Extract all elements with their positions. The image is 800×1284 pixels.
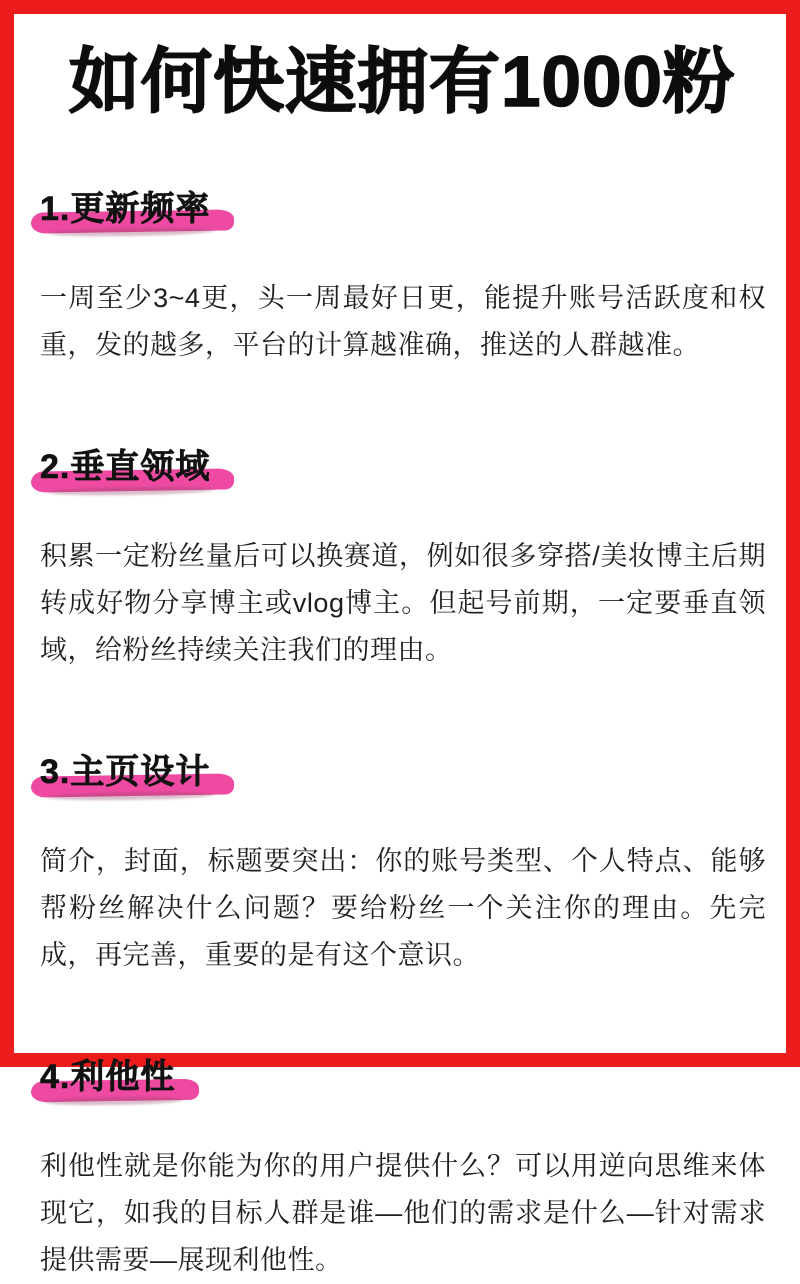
- section-body: 简介，封面，标题要突出：你的账号类型、个人特点、能够帮粉丝解决什么问题？要给粉丝一个关注你的理由。先完成，再完善，重要的是有这个意识。: [40, 846, 766, 971]
- section-body: 利他性就是你能为你的用户提供什么？可以用逆向思维来体现它，如我的目标人群是谁—他们的需求是什么—针对需求提供需要—展现利他性。: [40, 1151, 766, 1276]
- section-body: 积累一定粉丝量后可以换赛道，例如很多穿搭/美妆博主后期转成好物分享博主或vlog博主。但起号前期，一定要垂直领域，给粉丝持续关注我们的理由。: [40, 540, 766, 665]
- section-heading: [40, 752, 210, 793]
- section-heading-text: 2.垂直领域: [40, 447, 211, 486]
- section-altruism: [40, 1029, 764, 1284]
- section-heading-text: 1.更新频率: [40, 189, 211, 228]
- section-vertical-field: [40, 419, 764, 674]
- section-heading-text: 3.主页设计: [40, 753, 211, 792]
- section-heading: [40, 447, 210, 488]
- section-heading: [40, 189, 210, 230]
- page-title: 如何快速拥有1000粉: [69, 43, 735, 122]
- section-body: 一周至少3~4更，头一周最好日更，能提升账号活跃度和权重，发的越多，平台的计算越准确，推送的人群越准。: [40, 282, 766, 360]
- section-heading: [40, 1057, 175, 1098]
- section-heading-text: 4.利他性: [40, 1058, 176, 1097]
- section-update-frequency: [40, 160, 764, 368]
- section-homepage-design: [40, 724, 764, 979]
